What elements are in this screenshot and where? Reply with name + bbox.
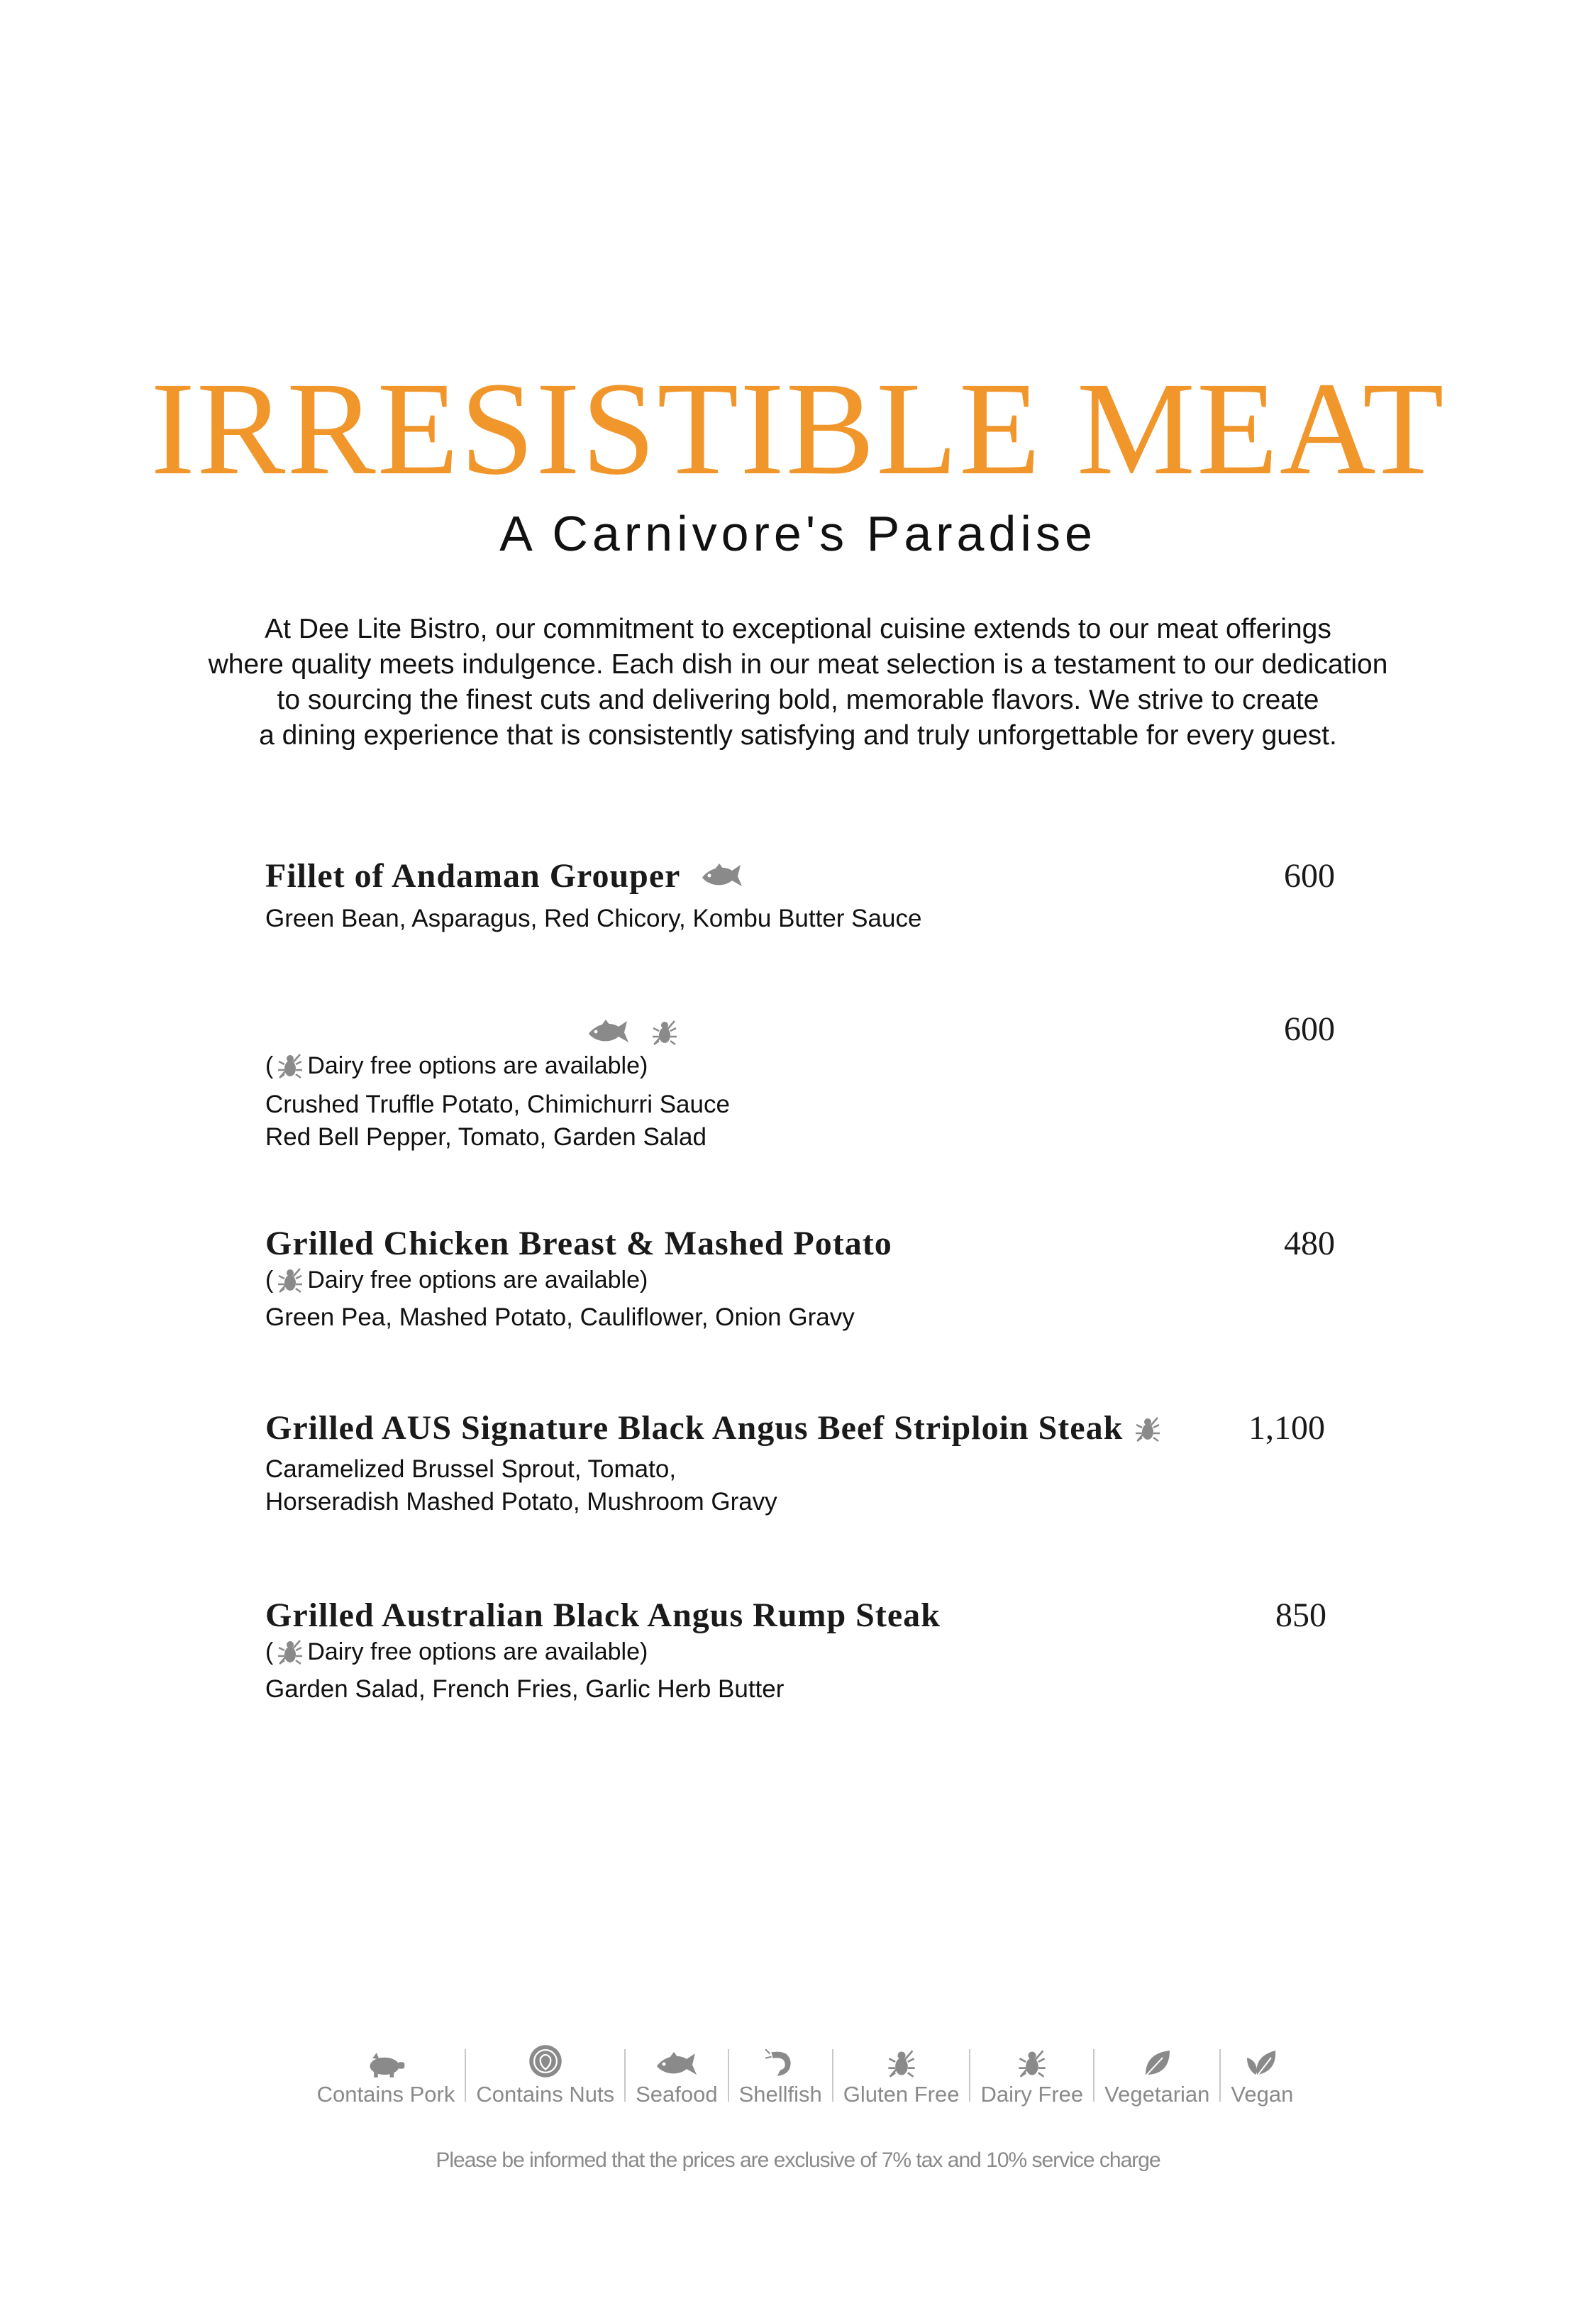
dairy-free-icon xyxy=(1016,2048,1048,2079)
gluten-free-icon xyxy=(886,2048,917,2079)
intro-line: where quality meets indulgence. Each dish in our meat selection is a testament to our dedication xyxy=(208,649,1388,680)
dairy-free-note xyxy=(265,1636,1343,1667)
menu-item-name xyxy=(265,856,1343,897)
legend-item-nuts xyxy=(466,2029,624,2107)
menu-item-description: Garden Salad, French Fries, Garlic Herb Butter xyxy=(265,1675,785,1703)
note-text: Dairy free options are available) xyxy=(307,1267,648,1293)
note-paren: ( xyxy=(265,1638,274,1665)
pork-icon xyxy=(365,2051,407,2079)
legend-item-vegetarian xyxy=(1095,2029,1219,2107)
legend-label: Seafood xyxy=(636,2082,718,2107)
allergen-legend xyxy=(241,2029,1369,2107)
menu-item xyxy=(265,856,1343,935)
note-text: Dairy free options are available) xyxy=(307,1052,648,1079)
page-title: IRRESISTIBLE MEAT xyxy=(150,354,1446,502)
nuts-icon xyxy=(528,2043,563,2079)
menu-item xyxy=(265,1595,1343,1706)
legend-item-pork xyxy=(307,2029,465,2107)
legend-label: Contains Pork xyxy=(316,2082,455,2107)
menu-item-description: Caramelized Brussel Sprout, Tomato, xyxy=(265,1455,677,1483)
menu-item-price: 600 xyxy=(1284,1010,1335,1048)
note-paren: ( xyxy=(265,1267,274,1293)
menu-item-price: 1,100 xyxy=(1248,1409,1325,1447)
legend-item-gluten-free xyxy=(833,2029,970,2107)
menu-item-name xyxy=(265,1595,1343,1636)
menu-item xyxy=(265,1408,1343,1518)
legend-item-dairy-free xyxy=(970,2029,1093,2107)
legend-label: Contains Nuts xyxy=(476,2082,615,2107)
menu-item-title: Grilled Chicken Breast & Mashed Potato xyxy=(265,1225,892,1262)
page-subtitle: A Carnivore's Paradise xyxy=(499,506,1097,561)
menu-item-price: 600 xyxy=(1284,857,1335,895)
dairy-free-icon xyxy=(276,1266,304,1294)
legend-item-shellfish xyxy=(729,2029,832,2107)
dairy-free-note xyxy=(265,1050,1343,1081)
dairy-free-icon xyxy=(276,1638,304,1666)
menu-item-price: 480 xyxy=(1284,1225,1335,1262)
gluten-free-icon xyxy=(1134,1415,1162,1443)
legend-label: Gluten Free xyxy=(843,2082,960,2107)
dairy-free-icon xyxy=(276,1052,304,1080)
vegan-icon xyxy=(1244,2048,1280,2079)
menu-item xyxy=(265,1223,1343,1334)
menu-item xyxy=(265,1009,1343,1154)
menu-item-name xyxy=(265,1408,1343,1449)
shellfish-icon xyxy=(764,2046,797,2079)
legend-label: Vegetarian xyxy=(1104,2082,1210,2107)
menu-item-title: Grilled Australian Black Angus Rump Steak xyxy=(265,1596,941,1634)
menu-item-price: 850 xyxy=(1275,1596,1326,1634)
legend-label: Dairy Free xyxy=(980,2082,1084,2107)
menu-item-description: Crushed Truffle Potato, Chimichurri Sauce xyxy=(265,1091,730,1118)
menu-item-name xyxy=(265,1009,1343,1050)
legend-label: Vegan xyxy=(1231,2082,1294,2107)
intro-line: to sourcing the finest cuts and delivering bold, memorable flavors. We strive to create xyxy=(277,685,1319,715)
seafood-icon xyxy=(699,862,745,890)
note-text: Dairy free options are available) xyxy=(307,1638,648,1665)
menu-item-description: Green Bean, Asparagus, Red Chicory, Kombu Butter Sauce xyxy=(265,905,922,932)
intro-paragraph xyxy=(106,612,1490,754)
seafood-icon xyxy=(586,1018,631,1047)
vegetarian-icon xyxy=(1141,2048,1173,2079)
note-paren: ( xyxy=(265,1052,274,1079)
menu-item-description: Green Pea, Mashed Potato, Cauliflower, Onion Gravy xyxy=(265,1303,855,1331)
intro-line: a dining experience that is consistently satisfying and truly unforgettable for every guest. xyxy=(259,720,1337,751)
legend-item-seafood xyxy=(626,2029,728,2107)
seafood-icon xyxy=(654,2051,699,2079)
pricing-disclaimer: Please be informed that the prices are exclusive of 7% tax and 10% service charge xyxy=(436,2148,1160,2172)
intro-line: At Dee Lite Bistro, our commitment to exceptional cuisine extends to our meat offerings xyxy=(265,614,1331,644)
menu-item-description: Red Bell Pepper, Tomato, Garden Salad xyxy=(265,1123,706,1151)
dairy-free-note xyxy=(265,1264,1343,1296)
menu-item-title: Grilled AUS Signature Black Angus Beef Striploin Steak xyxy=(265,1409,1124,1447)
legend-label: Shellfish xyxy=(738,2082,822,2107)
menu-item-name xyxy=(265,1223,1343,1264)
menu-item-title: Fillet of Andaman Grouper xyxy=(265,857,680,895)
gluten-free-icon xyxy=(650,1018,679,1047)
menu-item-description: Horseradish Mashed Potato, Mushroom Gravy xyxy=(265,1488,777,1516)
legend-item-vegan xyxy=(1221,2029,1303,2107)
